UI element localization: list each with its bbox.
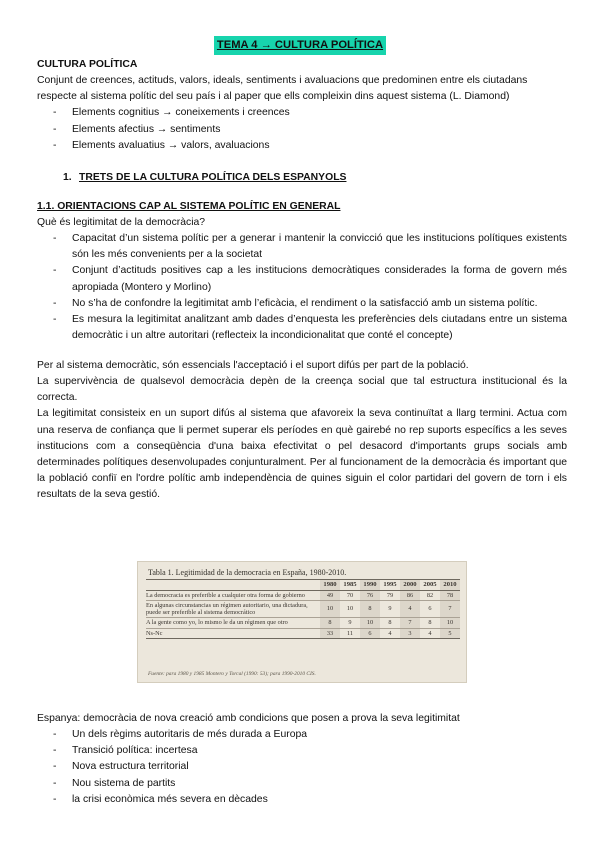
table-cell: 6 [360, 628, 380, 638]
table-cell: 79 [380, 590, 400, 600]
list-item: - Elements avaluatius → valors, avaluacions [37, 138, 567, 154]
table-header-corner [146, 580, 320, 591]
list-item: - Nova estructura territorial [37, 759, 567, 775]
table-cell: 5 [440, 628, 460, 638]
legitimacy-list [37, 231, 567, 344]
table-cell: 6 [420, 600, 440, 617]
paragraph-survival: La supervivència de qualsevol democràcia depèn de la creença social que tal estructura institucional és la correcta. [37, 376, 567, 404]
table-cell: 7 [440, 600, 460, 617]
table-cell: 33 [320, 628, 340, 638]
table-cell: 82 [420, 590, 440, 600]
table-cell: 9 [340, 618, 360, 628]
section-title: TRETS DE LA CULTURA POLÍTICA DELS ESPANYOLS [79, 171, 347, 183]
paragraph-legitimacy: La legitimitat consisteix en un suport difús al sistema que afavoreix la seva continuïtat a llarg termini. Actua com una reserva de confiança que li permet superar els períodes en què gairebé no rep suports específics a les seves institucions com a conseqüència d'una baixa efectivitat o pel desacord d'importants grups socials amb determinades polítiques desenvolupades conjunturalment. Per al funcionament de la democràcia és important que la població confiï en l'ordre polític amb independència de quines siguin el color partidari del govern de torn i els resultats de la seva gestió. [37, 408, 567, 500]
table-header-year: 1995 [380, 580, 400, 591]
section-1-heading [37, 170, 567, 186]
table-cell: 11 [340, 628, 360, 638]
list-item: - Capacitat d’un sistema polític per a generar i mantenir la convicció que les institucions polítiques existents són les més convenients per a la societat [37, 231, 567, 263]
legitimacy-table [146, 579, 460, 639]
table-cell: 4 [380, 628, 400, 638]
list-item: - No s’ha de confondre la legitimitat amb l’eficàcia, el rendiment o la satisfacció amb un sistema polític. [37, 296, 567, 312]
table-row-label: La democracia es preferible a cualquier otra forma de gobierno [146, 590, 320, 600]
list-item: - la crisi econòmica més severa en dècades [37, 792, 567, 808]
table-header-year: 1990 [360, 580, 380, 591]
list-item: - Un dels règims autoritaris de més durada a Europa [37, 727, 567, 743]
list-item: - Transició política: incertesa [37, 743, 567, 759]
intro-list [37, 105, 567, 153]
spain-section [37, 711, 567, 808]
legitimacy-question: Què és legitimitat de la democràcia? [37, 217, 206, 228]
spain-list [37, 727, 567, 808]
list-item: - Conjunt d’actituds positives cap a les institucions democràtiques considerades la forma de govern més apropiada (Montero y Morlino) [37, 263, 567, 295]
table-row-label: A la gente como yo, lo mismo le da un régimen que otro [146, 618, 320, 628]
table-cell: 86 [400, 590, 420, 600]
list-item: - Nou sistema de partits [37, 776, 567, 792]
table-header-year: 2005 [420, 580, 440, 591]
table-cell: 8 [380, 618, 400, 628]
table-cell: 10 [360, 618, 380, 628]
table-row [146, 590, 460, 600]
table-cell: 10 [440, 618, 460, 628]
table-row [146, 600, 460, 617]
page-title: TEMA 4 → CULTURA POLÍTICA [214, 36, 386, 55]
table-cell: 4 [400, 600, 420, 617]
table-cell: 7 [400, 618, 420, 628]
paragraph-support: Per al sistema democràtic, són essencials l'acceptació i el suport difús per part de la població. [37, 360, 469, 371]
table-cell: 9 [380, 600, 400, 617]
table-row [146, 628, 460, 638]
table-cell: 49 [320, 590, 340, 600]
table-header-year: 1980 [320, 580, 340, 591]
table-source: Fuente: para 1980 y 1985 Montero y Torcal (1990: 53); para 1990-2010 CIS. [148, 670, 316, 677]
table-caption: Tabla 1. Legitimidad de la democracia en España, 1980-2010. [148, 568, 347, 577]
table-cell: 3 [400, 628, 420, 638]
subsection-1-1-heading: 1.1. ORIENTACIONS CAP AL SISTEMA POLÍTIC EN GENERAL [37, 200, 341, 212]
list-item: - Elements cognitius → coneixements i creences [37, 105, 567, 121]
table-row [146, 618, 460, 628]
table-row-label: Ns-Nc [146, 628, 320, 638]
table-cell: 10 [320, 600, 340, 617]
section-number: 1. [63, 171, 72, 183]
table-cell: 8 [360, 600, 380, 617]
table-cell: 4 [420, 628, 440, 638]
list-item: - Elements afectius → sentiments [37, 122, 567, 138]
table-cell: 70 [340, 590, 360, 600]
table-cell: 8 [420, 618, 440, 628]
list-item: - Es mesura la legitimitat analitzant amb dades d’enquesta les preferències dels ciutadans entre un sistema democràtic i un altre autoritari (reflecteix la incondicionalitat que conté el concepte) [37, 312, 567, 344]
table-cell: 10 [340, 600, 360, 617]
main-content [37, 57, 567, 503]
intro-heading: CULTURA POLÍTICA [37, 59, 138, 70]
table-cell: 78 [440, 590, 460, 600]
table-header-year: 2010 [440, 580, 460, 591]
table-row-label: En algunas circunstancias un régimen autoritario, una dictadura, puede ser preferible al sistema democrático [146, 600, 320, 617]
intro-paragraph: Conjunt de creences, actituds, valors, ideals, sentiments i avaluacions que predominen entre els ciutadans respecte al sistema polític del seu país i al paper que ells compleixin dins aquest sistema (L. Diamond) [37, 75, 528, 103]
title-wrap [0, 36, 600, 55]
spain-paragraph: Espanya: democràcia de nova creació amb condicions que posen a prova la seva legitimitat [37, 713, 460, 724]
table-cell: 8 [320, 618, 340, 628]
table-header-year: 1985 [340, 580, 360, 591]
table-cell: 76 [360, 590, 380, 600]
table-header-year: 2000 [400, 580, 420, 591]
legitimacy-table-image [137, 561, 467, 683]
